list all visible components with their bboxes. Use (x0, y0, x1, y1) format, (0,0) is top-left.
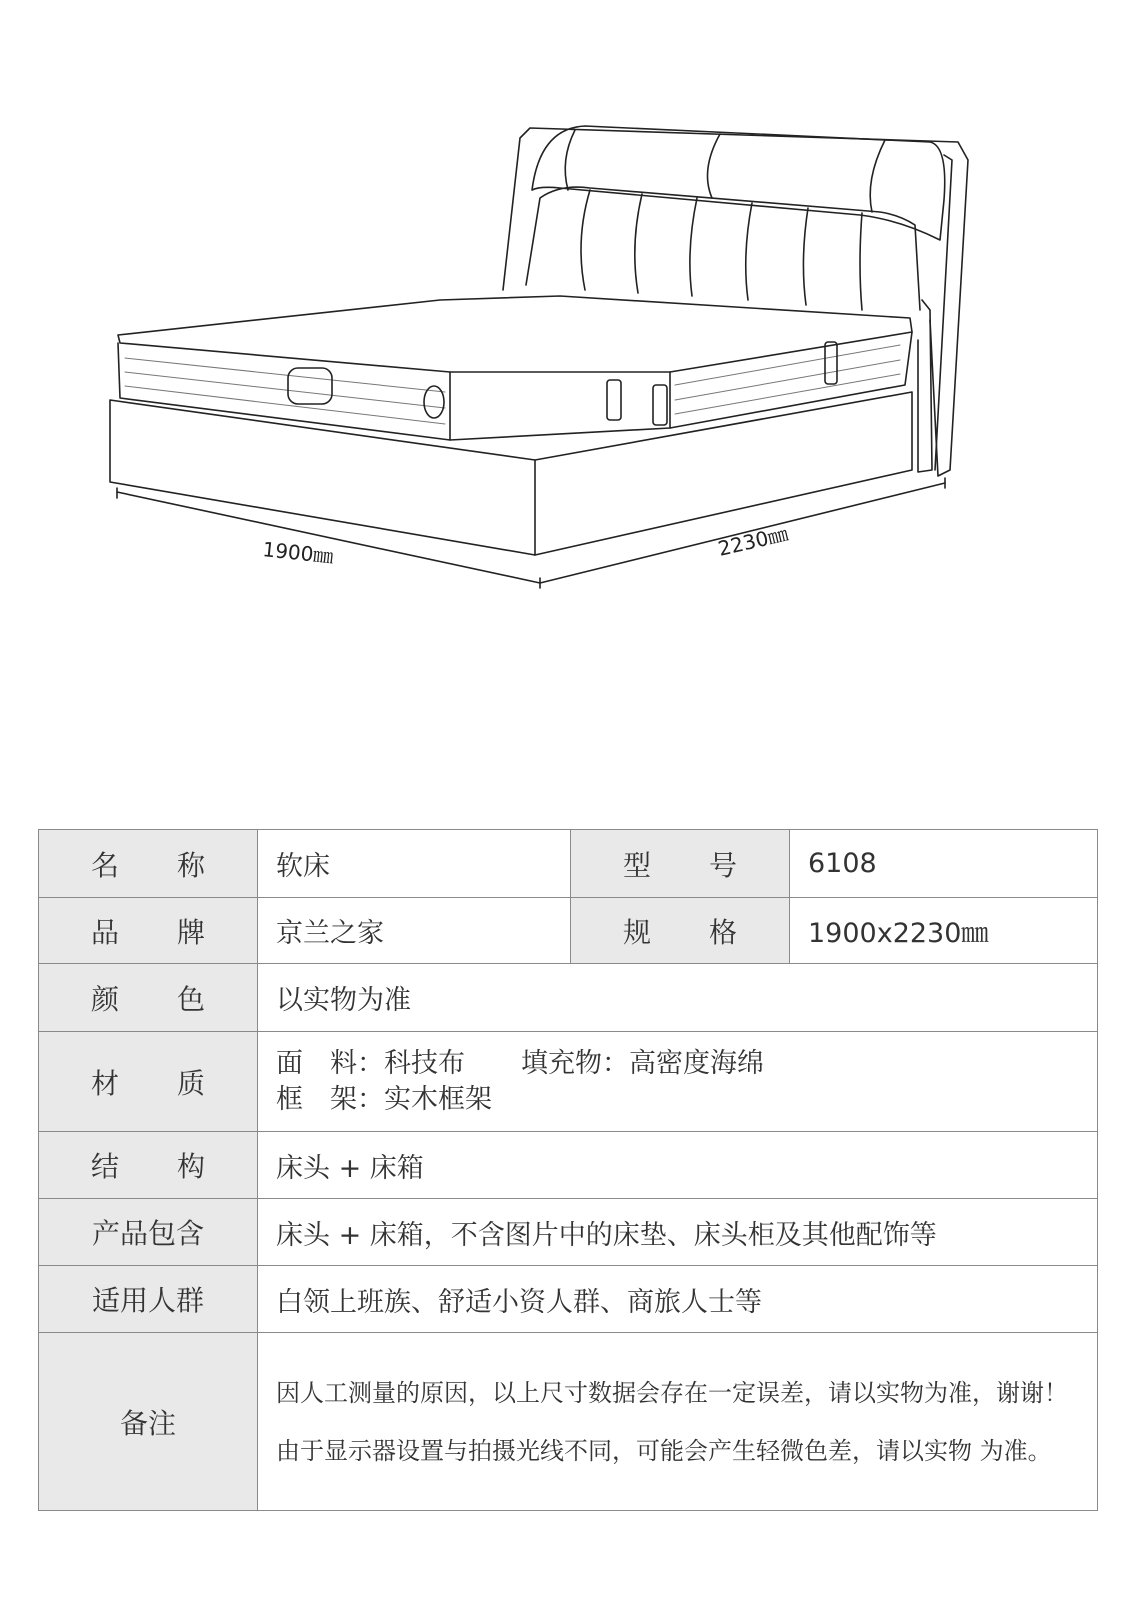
table-row (39, 1199, 1098, 1266)
width-dimension-line (117, 492, 540, 583)
spec-table (38, 829, 1098, 1511)
audience-value: 白领上班族、舒适小资人群、商旅人士等 (258, 1266, 1098, 1333)
table-row (39, 1032, 1098, 1132)
name-value: 软床 (258, 830, 571, 898)
model-label: 型 号 (571, 830, 790, 898)
table-row (39, 830, 1098, 898)
material-fabric: 面 料：科技布 (276, 1047, 465, 1079)
brand-label: 品 牌 (39, 898, 258, 964)
note-line-1: 因人工测量的原因，以上尺寸数据会存在一定误差，请以实物为准，谢谢！ (276, 1378, 1068, 1407)
table-row (39, 1132, 1098, 1199)
package-value: 床头 + 床箱，不含图片中的床垫、床头柜及其他配饰等 (258, 1199, 1098, 1266)
structure-value: 床头 + 床箱 (258, 1132, 1098, 1199)
mattress-badge (288, 368, 332, 404)
audience-label: 适用人群 (39, 1266, 258, 1333)
size-value: 1900x2230㎜ (790, 898, 1098, 964)
note-line-2: 由于显示器设置与拍摄光线不同，可能会产生轻微色差，请以实物 为准。 (276, 1436, 1052, 1465)
brand-value: 京兰之家 (258, 898, 571, 964)
mattress-tag (607, 380, 621, 420)
size-label: 规 格 (571, 898, 790, 964)
package-label: 产品包含 (39, 1199, 258, 1266)
length-dimension-label: 2230㎜ (715, 521, 791, 561)
name-label: 名 称 (39, 830, 258, 898)
material-value (258, 1032, 1098, 1132)
color-value: 以实物为准 (258, 964, 1098, 1032)
mattress-top (118, 296, 912, 372)
table-row (39, 898, 1098, 964)
color-label: 颜 色 (39, 964, 258, 1032)
material-filling: 填充物：高密度海绵 (521, 1047, 764, 1079)
note-label: 备注 (39, 1333, 258, 1511)
material-label: 材 质 (39, 1032, 258, 1132)
width-dimension-label: 1900㎜ (261, 537, 335, 569)
table-row (39, 1333, 1098, 1511)
structure-label: 结 构 (39, 1132, 258, 1199)
table-row (39, 964, 1098, 1032)
bed-line-drawing (0, 0, 1131, 640)
material-frame: 框 架：实木框架 (276, 1083, 492, 1115)
table-row (39, 1266, 1098, 1333)
note-value (258, 1333, 1098, 1511)
model-value: 6108 (790, 830, 1098, 898)
